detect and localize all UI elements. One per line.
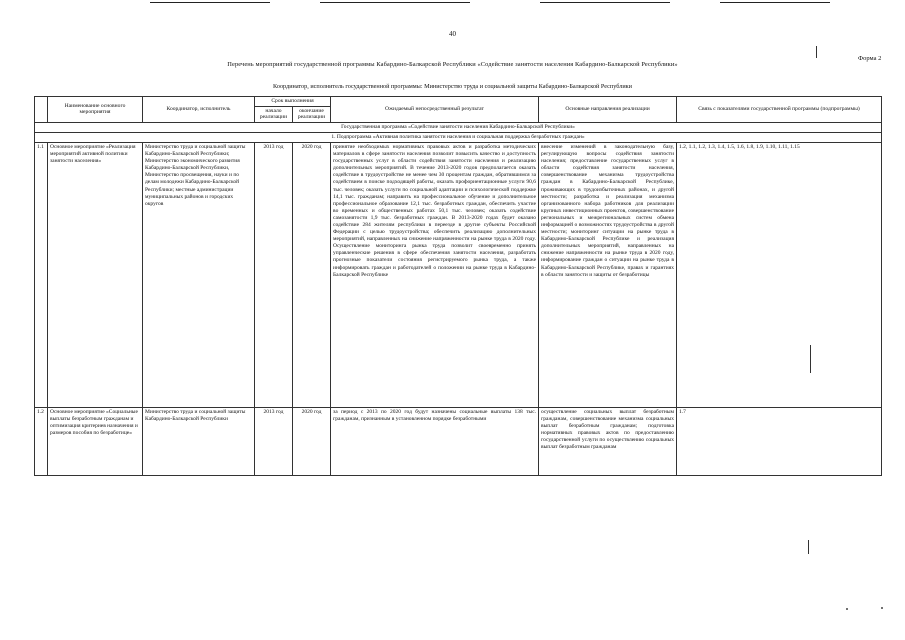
row-num: 1.2 xyxy=(35,407,48,475)
header-num xyxy=(35,97,48,123)
scan-line xyxy=(320,2,470,3)
scan-dot xyxy=(881,607,883,609)
row-directions: внесение изменений в законодательную базу, регулирующую вопросы содействия занятости населения; предоставление государственных услуг в области содействия занятости населения, совершенствование механизма трудоустройства граждан в Кабардино-Балкарской Республике, проживающих в трудоизбыточных районах, и другой местности; разработка и реализация механизма организованного набора работников для реализации крупных инвестиционных проектов, совершенствование региональных и межрегиональных систем обмена информацией о возможностях трудоустройства в другой местности; мониторинг ситуации на рынке труда в Кабардино-Балкарской Республике и реализация дополнительных мероприятий, направленных на снижение напряженности на рынке труда в 2020 году, информирование граждан о ситуации на рынке труда в Кабардино-Балкарской Республике, правах и гарантиях в области занятости и защиты от безработицы xyxy=(539,142,677,407)
scan-line xyxy=(150,2,270,3)
document-title: Перечень мероприятий государственной программы Кабардино-Балкарской Республики «Содействие занятости населения Кабардино-Балкарской Республики» xyxy=(227,61,678,68)
header-coordinator: Координатор, исполнитель xyxy=(143,97,255,123)
subprogram-title: 1. Подпрограмма «Активная политика занятости населения и социальная поддержка безработных граждан» xyxy=(35,132,882,142)
header-name: Наименование основного мероприятия xyxy=(48,97,143,123)
row-directions: осуществление социальных выплат безработным гражданам, совершенствование механизма социальных выплат безработным гражданам; подготовка нормативных правовых актов по предоставлению государственной услуги по осуществлению социальных выплат безработным гражданам xyxy=(539,407,677,475)
row-start: 2013 год xyxy=(255,407,293,475)
header-link: Связь с показателями государственной программы (подпрограммы) xyxy=(677,97,882,123)
header-directions: Основные направления реализации xyxy=(539,97,677,123)
table-row xyxy=(35,142,882,407)
row-name: Основное мероприятие «Социальные выплаты безработным гражданам и оптимизация критериев назначения и размеров пособия по безработице» xyxy=(48,407,143,475)
row-result: за период с 2013 по 2020 год будут назначены социальные выплаты 138 тыс. гражданам, признанным в установленном порядке безработными xyxy=(331,407,539,475)
page-number: 40 xyxy=(449,30,456,38)
row-link: 1.2, 1.1, 1.2, 1.3, 1.4, 1.5, 1.6, 1.8, 1.9, 1.10, 1.11, 1.15 xyxy=(677,142,882,407)
row-num: 1.1 xyxy=(35,142,48,407)
measures-table xyxy=(34,96,882,476)
subprogram-row xyxy=(35,132,882,142)
program-title: Государственная программа «Содействие занятости населения Кабардино-Балкарской Республики» xyxy=(35,122,882,132)
row-result: принятие необходимых нормативных правовых актов и разработка методических материалов в сфере занятости населения позволит повысить качество и доступность государственных услуг в области содействия занятости населения и реализацию дополнительных мероприятий. В течение 2013-2020 годов предполагается оказать содействие в трудоустройстве не менее чем 30 процентам граждан, обратившимся за содействием в поиске подходящей работы, оказать профориентационные услуги 90,6 тыс. человек; оказать услуги по социальной адаптации и психологической поддержке 14,1 тыс. гражданам; направить на профессиональное обучение и дополнительное профессиональное образование 12,1 тыс. безработных граждан, обеспечить участие во временных и общественных работах 50,1 тыс. человек; оказать содействие самозанятости 1,9 тыс. безработных граждан. В 2013-2020 годах будет оказано содействие 284 жителям республики в переезде в другие субъекты Российской Федерации с целью трудоустройства; обеспечить реализацию дополнительных мероприятий, направленных на снижение напряженности на рынке труда в 2020 году. Осуществление мониторинга рынка труда позволит своевременно принять управленческие решения в сфере обеспечения занятости населения, разработать прогнозные показатели состояния регистрируемого рынка труда, а также информировать граждан и работодателей о положении на рынке труда в Кабардино-Балкарской Республике xyxy=(331,142,539,407)
program-row xyxy=(35,122,882,132)
header-row xyxy=(35,97,882,107)
row-link: 1.7 xyxy=(677,407,882,475)
document-subtitle: Координатор, исполнитель государственной программы: Министерство труда и социальной защиты Кабардино-Балкарской Республики xyxy=(273,83,632,90)
header-result: Ожидаемый непосредственный результат xyxy=(331,97,539,123)
header-start: начало реализации xyxy=(255,106,293,122)
row-coordinator: Министерство труда и социальной защиты Кабардино-Балкарской Республики xyxy=(143,407,255,475)
header-period: Срок выполнения xyxy=(255,97,331,107)
row-start: 2013 год xyxy=(255,142,293,407)
scan-mark xyxy=(816,46,817,58)
row-coordinator: Министерство труда и социальной защиты Кабардино-Балкарской Республики; Министерство экономического развития Кабардино-Балкарской Республики, Министерство просвещения, науки и по делам молодежи Кабардино-Балкарской Республики; местные администрации муниципальных районов и городских округов xyxy=(143,142,255,407)
scan-dot xyxy=(846,608,848,610)
row-end: 2020 год xyxy=(293,407,331,475)
scan-mark xyxy=(810,345,811,373)
scan-mark xyxy=(808,540,809,554)
table-row xyxy=(35,407,882,475)
header-end: окончание реализации xyxy=(293,106,331,122)
row-end: 2020 год xyxy=(293,142,331,407)
scan-line xyxy=(540,2,670,3)
scan-line xyxy=(720,2,830,3)
form-label: Форма 2 xyxy=(858,55,882,62)
row-name: Основное мероприятие «Реализация мероприятий активной политики занятости населения» xyxy=(48,142,143,407)
